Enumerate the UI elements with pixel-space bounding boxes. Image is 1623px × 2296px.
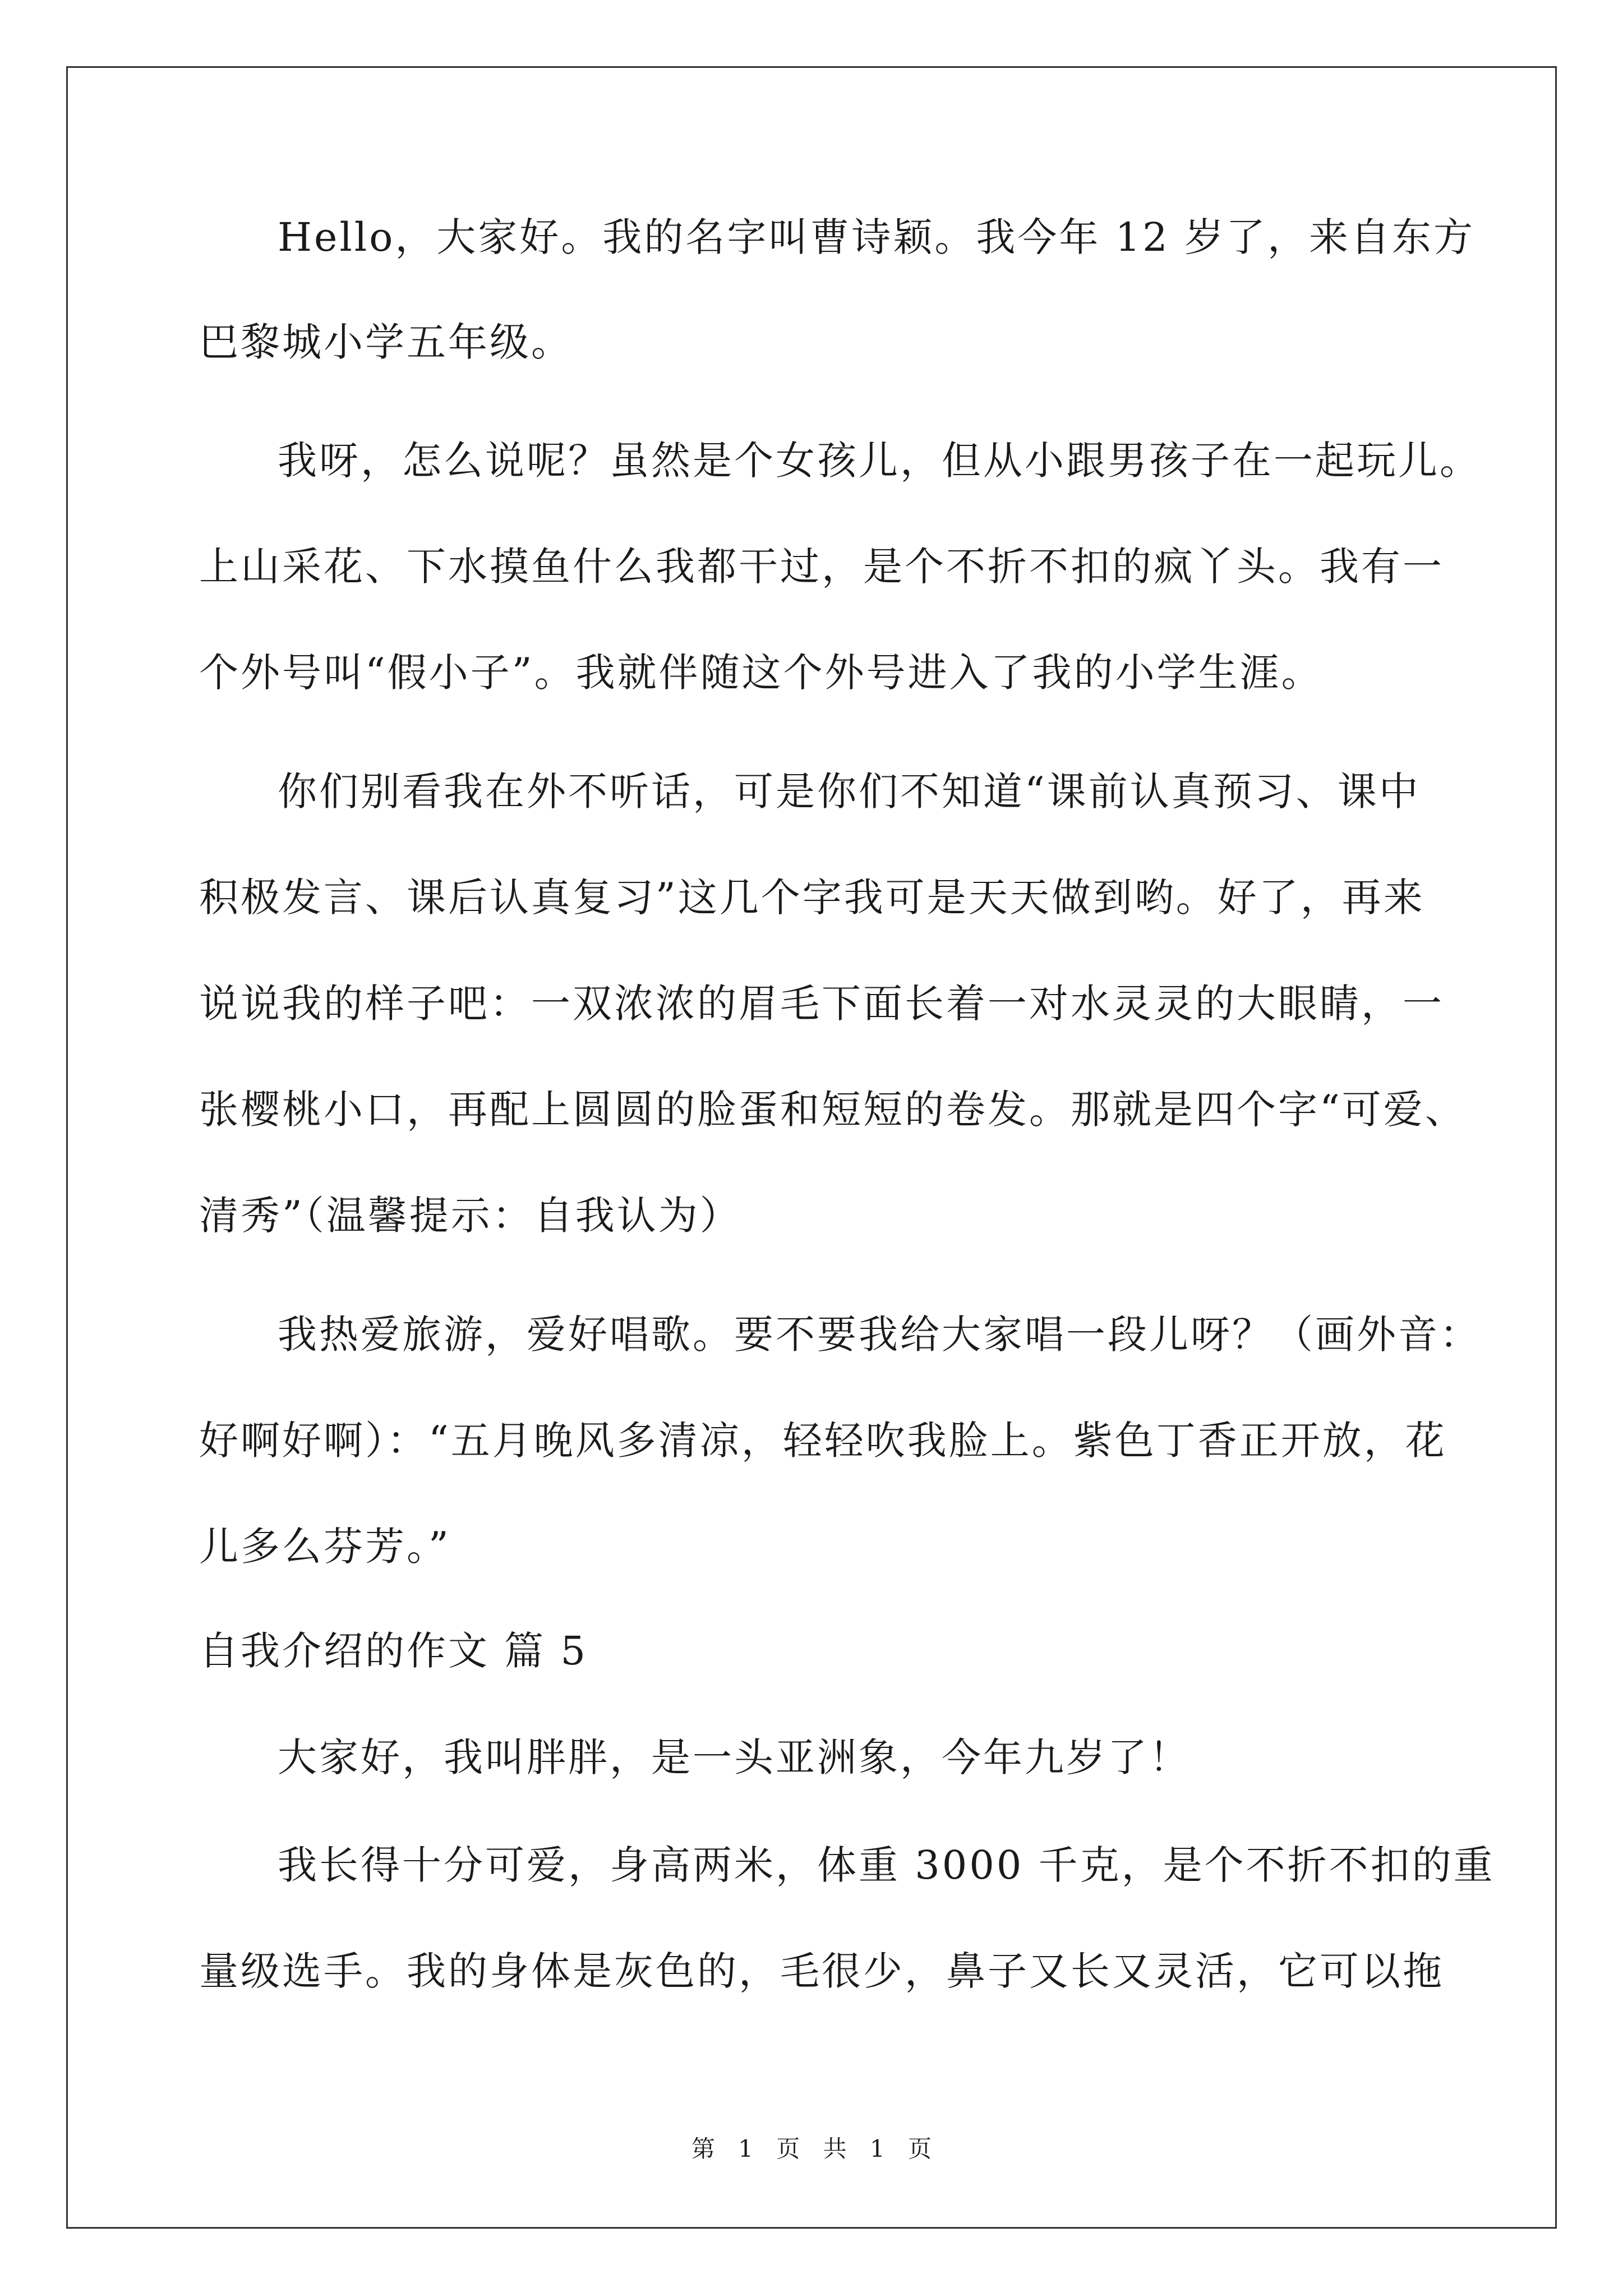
text-line: 你们别看我在外不听话，可是你们不知道“课前认真预习、课中	[278, 769, 1421, 815]
text-line: 说说我的样子吧：一双浓浓的眉毛下面长着一对水灵灵的大眼睛，一	[199, 981, 1444, 1027]
section-heading: 自我介绍的作文 篇 5	[199, 1628, 588, 1674]
text-line: 我热爱旅游，爱好唱歌。要不要我给大家唱一段儿呀？（画外音：	[278, 1312, 1481, 1358]
text-line: 大家好，我叫胖胖，是一头亚洲象，今年九岁了！	[278, 1734, 1191, 1780]
text-line: 我长得十分可爱，身高两米，体重 3000 千克，是个不折不扣的重	[278, 1842, 1495, 1888]
text-line: 我呀，怎么说呢？虽然是个女孩儿，但从小跟男孩子在一起玩儿。	[278, 438, 1481, 484]
text-line: 巴黎城小学五年级。	[199, 319, 573, 365]
page-border	[66, 66, 1557, 2229]
text-line: 张樱桃小口，再配上圆圆的脸蛋和短短的卷发。那就是四个字“可爱、	[199, 1087, 1467, 1133]
text-line: 个外号叫“假小子”。我就伴随这个外号进入了我的小学生涯。	[199, 650, 1323, 696]
text-line: 好啊好啊）：“五月晚风多清凉，轻轻吹我脸上。紫色丁香正开放，花	[199, 1418, 1447, 1464]
text-line: 积极发言、课后认真复习”这几个字我可是天天做到哟。好了，再来	[199, 875, 1425, 921]
text-line: Hello，大家好。我的名字叫曹诗颖。我今年 12 岁了，来自东方	[278, 214, 1475, 260]
page-footer: 第 1 页 共 1 页	[691, 2135, 932, 2162]
text-line: 儿多么芬芳。”	[199, 1524, 451, 1570]
text-line: 清秀”（温馨提示：自我认为）	[199, 1193, 741, 1239]
text-line: 量级选手。我的身体是灰色的，毛很少，鼻子又长又灵活，它可以拖	[199, 1948, 1444, 1994]
text-line: 上山采花、下水摸鱼什么我都干过，是个不折不扣的疯丫头。我有一	[199, 544, 1444, 590]
